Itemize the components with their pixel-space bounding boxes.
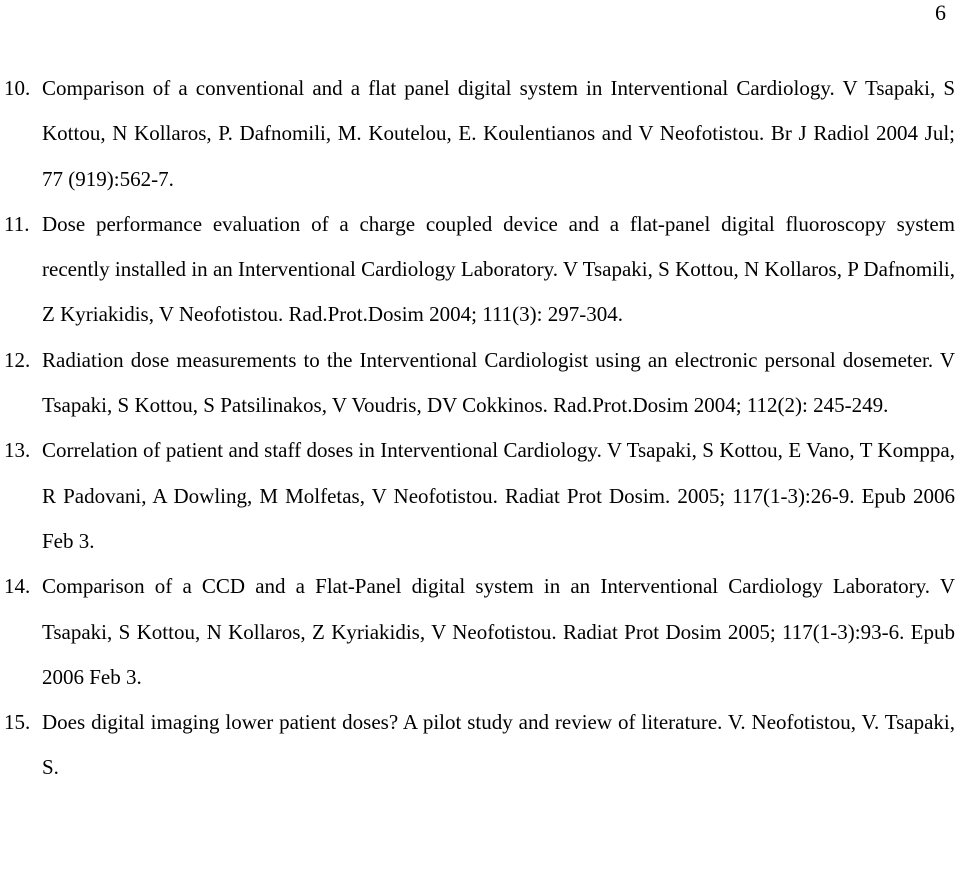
reference-number: 13. <box>4 438 31 463</box>
reference-number: 15. <box>4 710 31 735</box>
reference-text: Does digital imaging lower patient doses? A pilot study and review of literature. V. Neofotistou, V. Tsapaki, S. <box>42 710 955 780</box>
reference-number: 10. <box>4 76 31 100</box>
reference-item <box>0 202 955 338</box>
reference-text: Radiation dose measurements to the Interventional Cardiologist using an electronic personal dosemeter. V Tsapaki, S Kottou, S Patsilinakos, V Voudris, DV Cokkinos. Rad.Prot.Dosim 2004; 112(2): 245-249. <box>42 347 955 418</box>
reference-item <box>0 428 955 564</box>
page-number: 6 <box>935 0 946 25</box>
reference-number: 12. <box>4 347 31 372</box>
reference-text: Dose performance evaluation of a charge coupled device and a flat-panel digital fluoroscopy system recently installed in an Interventional Cardiology Laboratory. V Tsapaki, S Kottou, N Kollaros, P Dafnomili, Z Kyriakidis, V Neofotistou. Rad.Prot.Dosim 2004; 111(3): 297-304. <box>42 211 955 327</box>
reference-item <box>0 700 955 791</box>
reference-item <box>0 564 955 700</box>
reference-list <box>0 66 955 791</box>
reference-text: Correlation of patient and staff doses in Interventional Cardiology. V Tsapaki, S Kottou, E Vano, T Komppa, R Padovani, A Dowling, M Molfetas, V Neofotistou. Radiat Prot Dosim. 2005; 117(1-3):26-9. Epub 2006 Feb 3. <box>42 438 955 553</box>
reference-item <box>0 338 955 429</box>
reference-text: Comparison of a conventional and a flat panel digital system in Interventional Cardiology. V Tsapaki, S Kottou, N Kollaros, P. Dafnomili, M. Koutelou, E. Koulentianos and V Neofotistou. Br J Radiol 2004 Jul; 77 (919):562-7. <box>42 76 955 191</box>
reference-number: 11. <box>4 211 30 236</box>
reference-item <box>0 66 955 202</box>
reference-number: 14. <box>4 574 31 599</box>
reference-text: Comparison of a CCD and a Flat-Panel digital system in an Interventional Cardiology Laboratory. V Tsapaki, S Kottou, N Kollaros, Z Kyriakidis, V Neofotistou. Radiat Prot Dosim 2005; 117(1-3):93-6. Epub 2006 Feb 3. <box>42 574 955 689</box>
